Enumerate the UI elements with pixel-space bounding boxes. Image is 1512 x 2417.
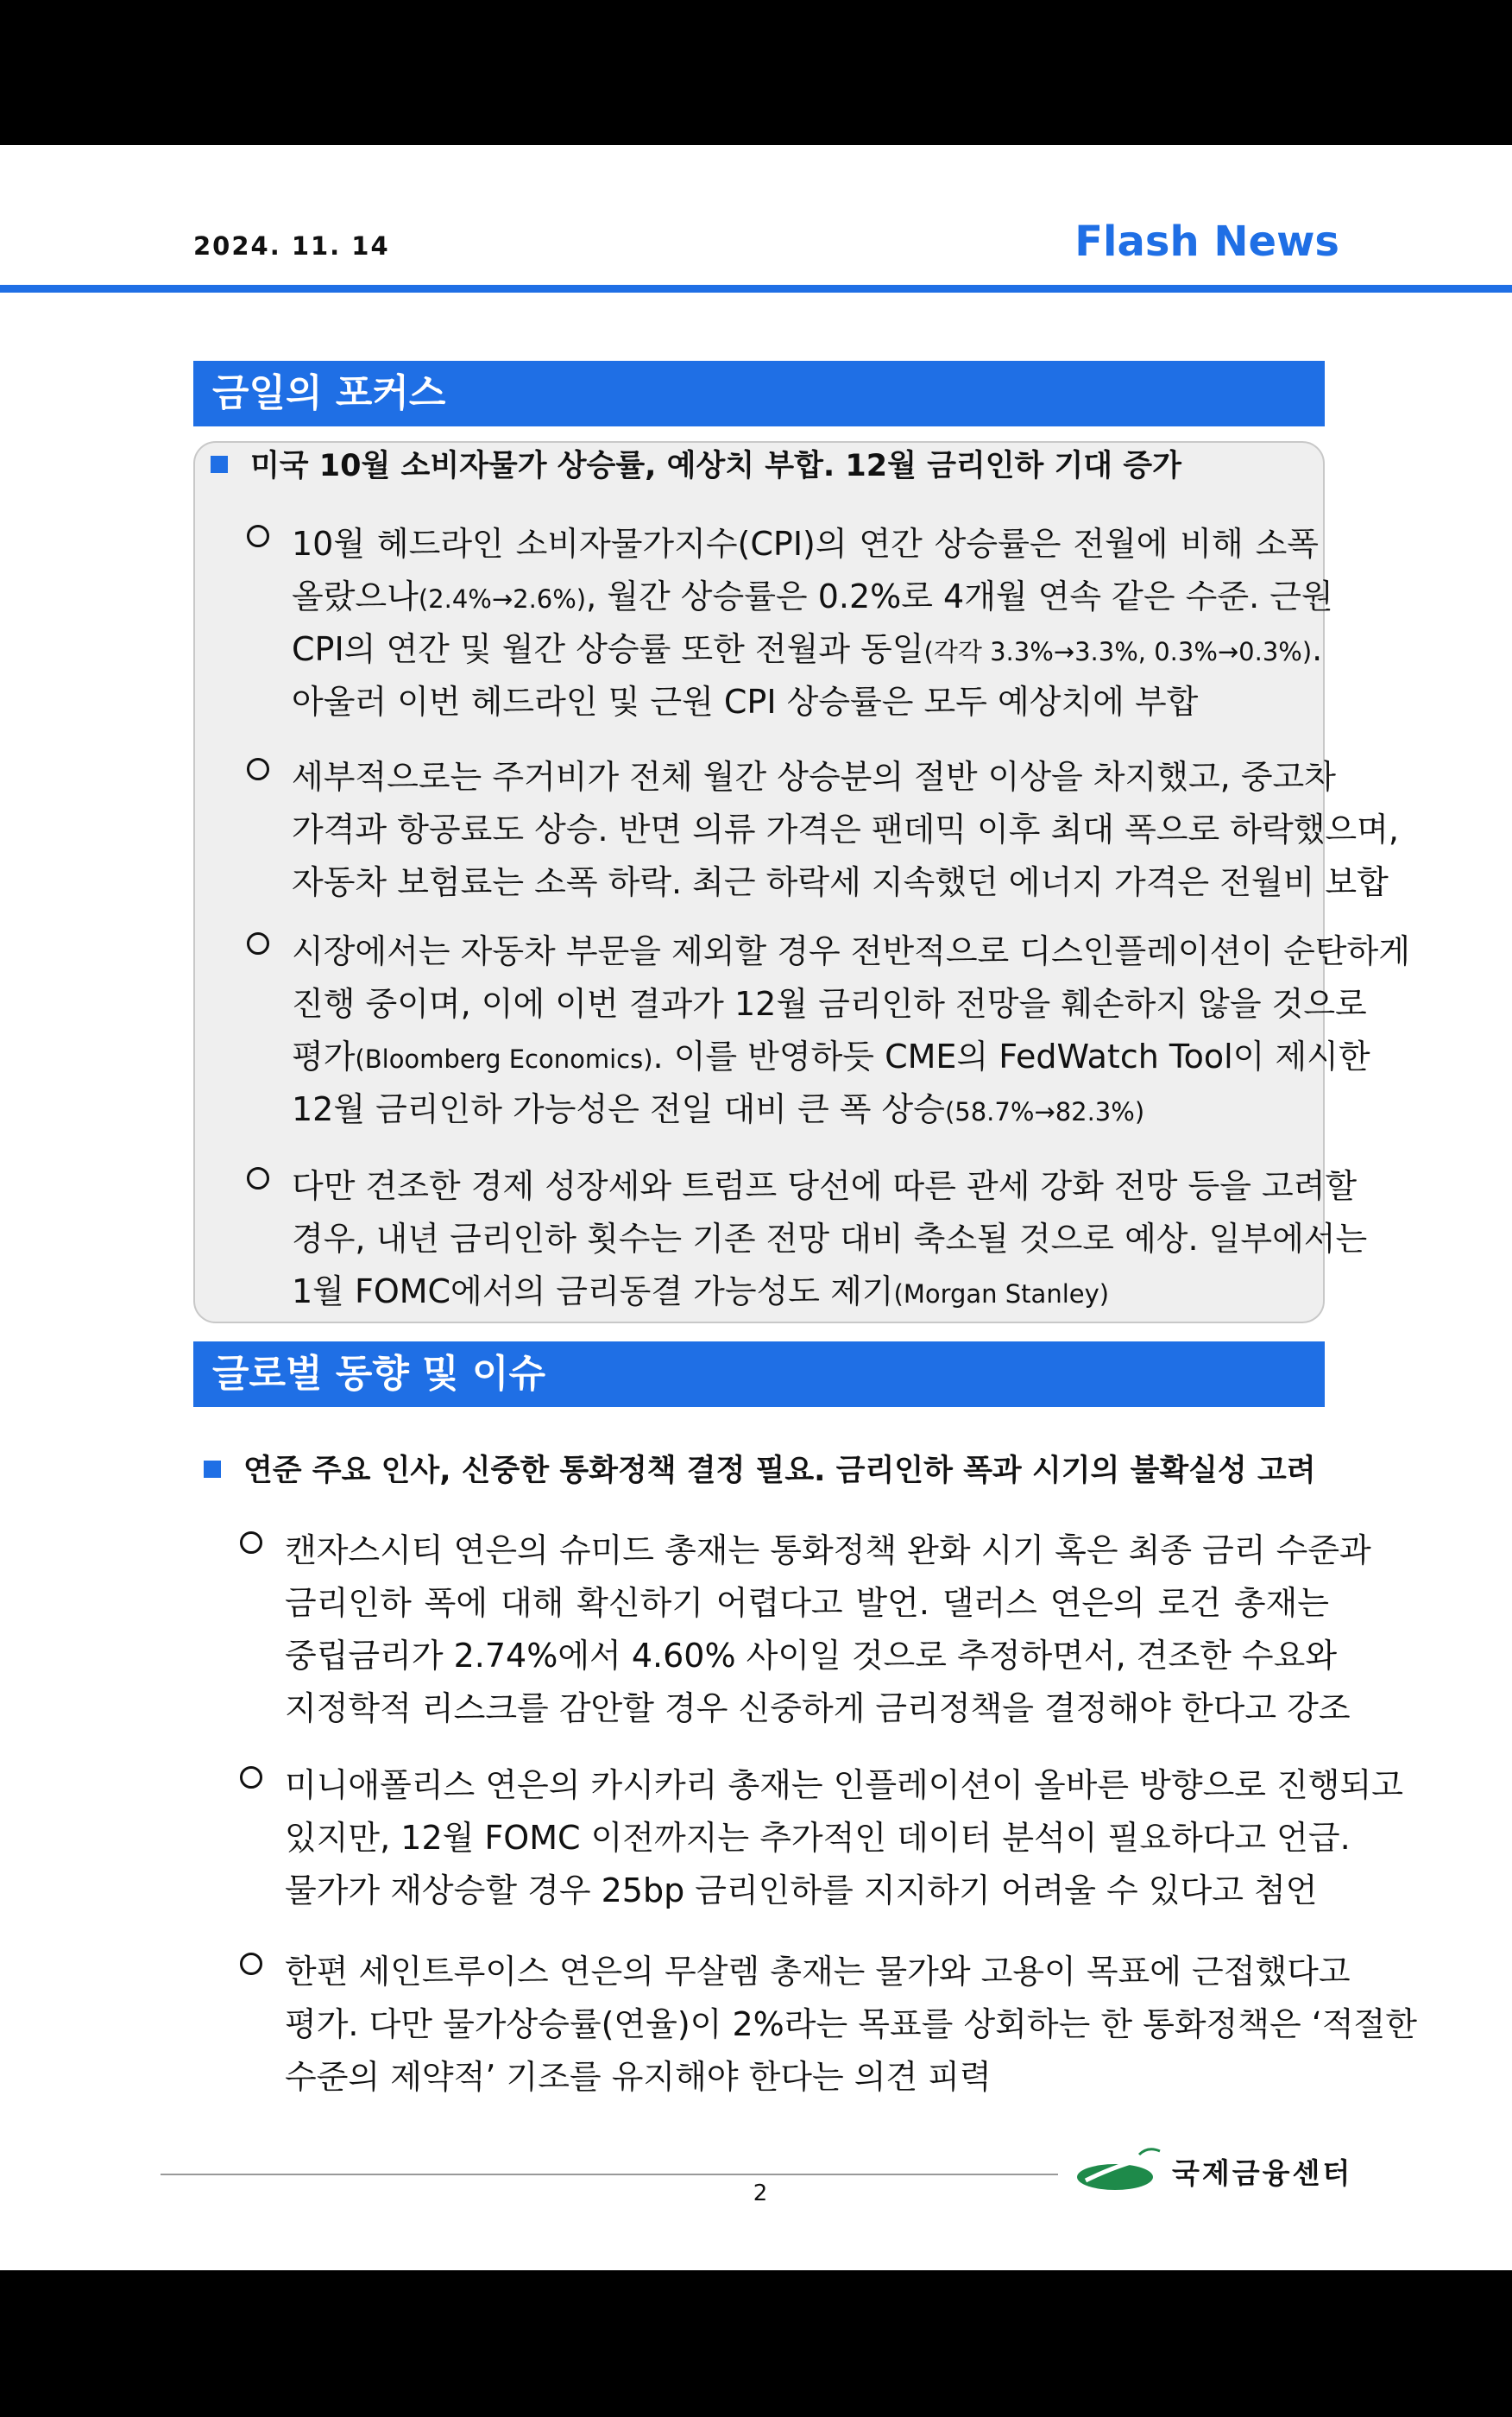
focus-bullet: [247, 1160, 1368, 1318]
text-line: 지정학적 리스크를 감안할 경우 신중하게 금리정책을 결정해야 한다고 강조: [285, 1689, 1351, 1727]
focus-headline: 미국 10월 소비자물가 상승률, 예상치 부합. 12월 금리인하 기대 증가: [211, 442, 1181, 485]
text-line: 1월 FOMC에서의 금리동결 가능성도 제기(Morgan Stanley): [292, 1272, 1110, 1310]
global-bullet: [240, 1946, 1417, 2104]
circle-bullet-icon: [247, 1167, 269, 1190]
text-line: 평가(Bloomberg Economics). 이를 반영하듯 CME의 FedWatch Tool이 제시한: [292, 1038, 1370, 1076]
global-section-title: 글로벌 동향 및 이슈: [193, 1341, 1325, 1407]
circle-bullet-icon: [247, 932, 269, 955]
text-line: 캔자스시티 연은의 슈미드 총재는 통화정책 완화 시기 혹은 최종 금리 수준과: [285, 1531, 1371, 1569]
footer-rule: [161, 2174, 1058, 2175]
text-line: 수준의 제약적’ 기조를 유지해야 한다는 의견 피력: [285, 2058, 992, 2096]
square-bullet-icon: [204, 1461, 221, 1478]
focus-bullet: [247, 925, 1410, 1136]
text-line: 세부적으로는 주거비가 전체 월간 상승분의 절반 이상을 차지했고, 중고차: [292, 758, 1336, 796]
text-line: 경우, 내년 금리인하 횟수는 기존 전망 대비 축소될 것으로 예상. 일부에서는: [292, 1220, 1368, 1258]
text-line: CPI의 연간 및 월간 상승률 또한 전월과 동일(각각 3.3%→3.3%, 0.3%→0.3%).: [292, 630, 1323, 668]
text-line: 진행 중이며, 이에 이번 결과가 12월 금리인하 전망을 훼손하지 않을 것으로: [292, 985, 1367, 1023]
circle-bullet-icon: [247, 525, 269, 547]
global-bullet: [240, 1759, 1403, 1917]
report-date: 2024. 11. 14: [193, 231, 390, 261]
global-bullet: [240, 1524, 1371, 1735]
text-line: 자동차 보험료는 소폭 하락. 최근 하락세 지속했던 에너지 가격은 전월비 보합: [292, 863, 1389, 901]
text-line: 10월 헤드라인 소비자물가지수(CPI)의 연간 상승률은 전월에 비해 소폭: [292, 525, 1319, 563]
text-line: 올랐으나(2.4%→2.6%), 월간 상승률은 0.2%로 4개월 연속 같은 수준. 근원: [292, 577, 1333, 615]
text-line: 시장에서는 자동차 부문을 제외할 경우 전반적으로 디스인플레이션이 순탄하게: [292, 932, 1410, 970]
global-headline: 연준 주요 인사, 신중한 통화정책 결정 필요. 금리인하 폭과 시기의 불확실성 고려: [204, 1447, 1316, 1490]
org-name: 국제금융센터: [1172, 2156, 1353, 2190]
text-line: 가격과 항공료도 상승. 반면 의류 가격은 팬데믹 이후 최대 폭으로 하락했으며,: [292, 811, 1399, 849]
text-line: 중립금리가 2.74%에서 4.60% 사이일 것으로 추정하면서, 견조한 수요와: [285, 1637, 1338, 1675]
circle-bullet-icon: [240, 1531, 262, 1554]
document-page: [0, 145, 1512, 2270]
header-rule: [0, 285, 1512, 293]
square-bullet-icon: [211, 456, 228, 473]
text-line: 다만 견조한 경제 성장세와 트럼프 당선에 따른 관세 강화 전망 등을 고려할: [292, 1167, 1358, 1205]
text-line: 있지만, 12월 FOMC 이전까지는 추가적인 데이터 분석이 필요하다고 언급.: [285, 1819, 1351, 1857]
page-number: 2: [753, 2180, 768, 2206]
text-line: 평가. 다만 물가상승률(연율)이 2%라는 목표를 상회하는 한 통화정책은 ‘적절한: [285, 2005, 1417, 2043]
text-line: 한편 세인트루이스 연은의 무살렘 총재는 물가와 고용이 목표에 근접했다고: [285, 1953, 1351, 1991]
circle-bullet-icon: [240, 1953, 262, 1975]
text-line: 아울러 이번 헤드라인 및 근원 CPI 상승률은 모두 예상치에 부합: [292, 683, 1199, 721]
text-line: 금리인하 폭에 대해 확신하기 어렵다고 발언. 댈러스 연은의 로건 총재는: [285, 1584, 1329, 1622]
text-line: 미니애폴리스 연은의 카시카리 총재는 인플레이션이 올바른 방향으로 진행되고: [285, 1766, 1403, 1804]
circle-bullet-icon: [240, 1766, 262, 1789]
text-line: 12월 금리인하 가능성은 전일 대비 큰 폭 상승(58.7%→82.3%): [292, 1090, 1145, 1128]
circle-bullet-icon: [247, 758, 269, 780]
focus-bullet: [247, 518, 1333, 729]
focus-bullet: [247, 751, 1399, 909]
brand-title: Flash News: [1074, 218, 1339, 266]
text-line: 물가가 재상승할 경우 25bp 금리인하를 지지하기 어려울 수 있다고 첨언: [285, 1871, 1318, 1909]
focus-section-title: 금일의 포커스: [193, 361, 1325, 426]
